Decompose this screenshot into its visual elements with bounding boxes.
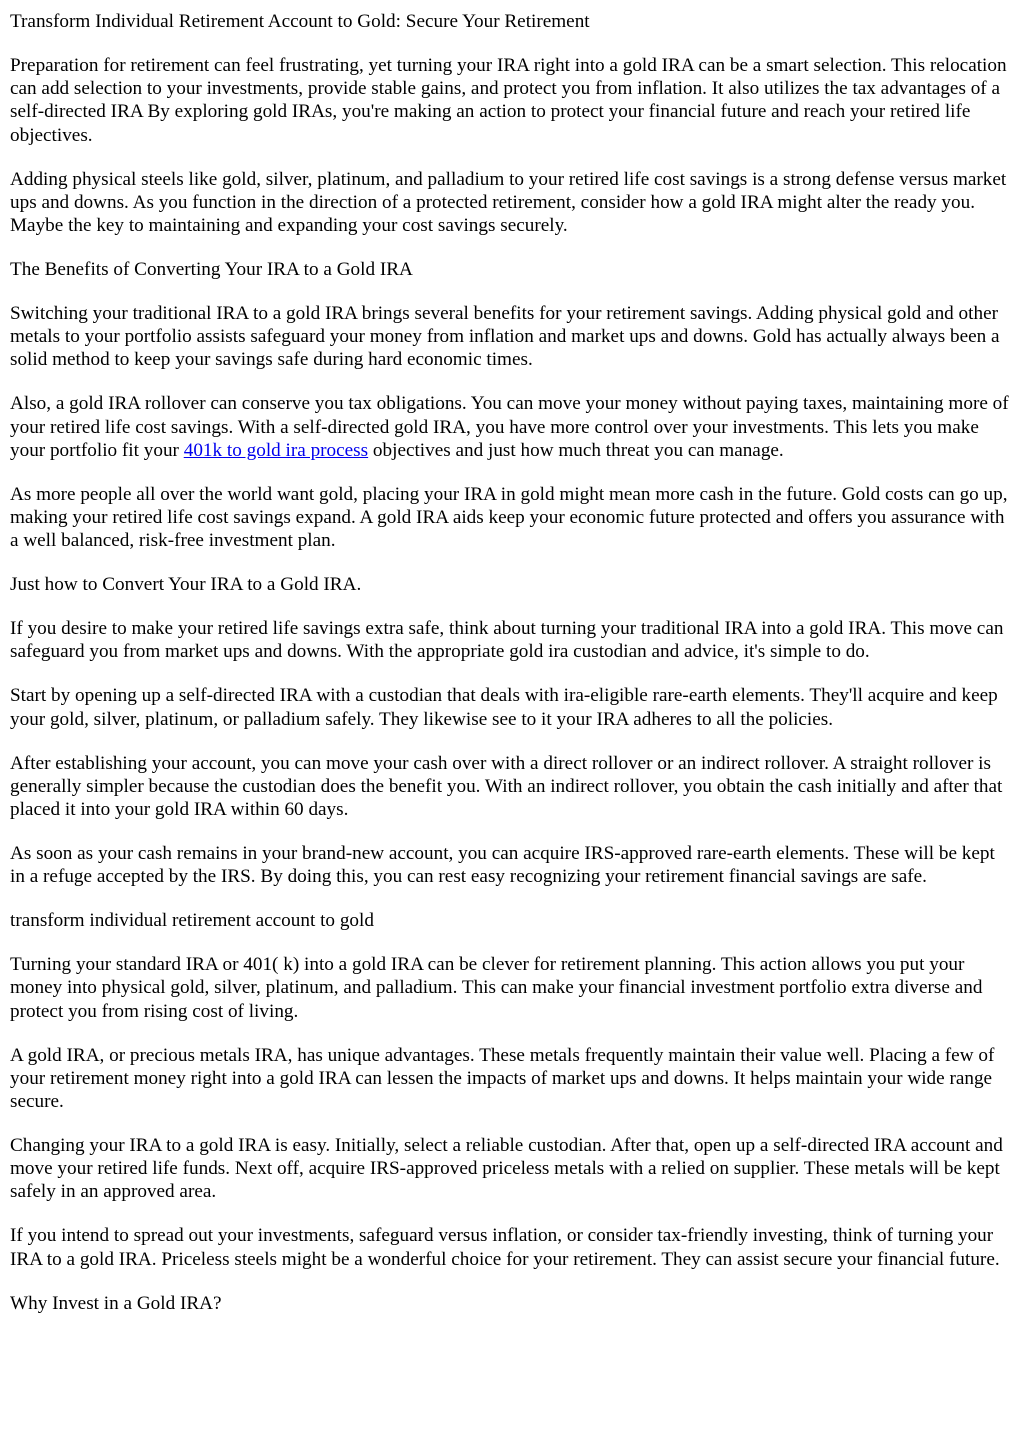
section-heading-why-invest: Why Invest in a Gold IRA? (10, 1292, 222, 1314)
benefits-paragraph-2-text-after: objectives and just how much threat you can manage. (368, 439, 784, 461)
401k-to-gold-ira-process-link[interactable]: 401k to gold ira process (183, 439, 369, 461)
transform-paragraph-1: Turning your standard IRA or 401( k) into a gold IRA can be clever for retirement planning. This action allows you put your money into physical gold, silver, platinum, and palladium. This can make your financial investment portfolio extra diverse and protect you from rising cost of living. (10, 954, 983, 1022)
benefits-paragraph-1: Switching your traditional IRA to a gold IRA brings several benefits for your retirement savings. Adding physical gold and other metals to your portfolio assists safeguard your money from inflation and market ups and downs. Gold has actually always been a solid method to keep your savings safe during hard economic times. (10, 303, 1000, 371)
section-heading-how-to-convert: Just how to Convert Your IRA to a Gold IRA. (10, 574, 362, 596)
convert-paragraph-4: As soon as your cash remains in your brand-new account, you can acquire IRS-approved rare-earth elements. These will be kept in a refuge accepted by the IRS. By doing this, you can rest easy recognizing your retirement financial savings are safe. (10, 843, 995, 888)
convert-paragraph-3: After establishing your account, you can move your cash over with a direct rollover or an indirect rollover. A straight rollover is generally simpler because the custodian does the benefit you. With an indirect rollover, you obtain the cash initially and after that placed it into your gold IRA within 60 days. (10, 752, 1003, 821)
intro-paragraph-2: Adding physical steels like gold, silver, platinum, and palladium to your retired life cost savings is a strong defense versus market ups and downs. As you function in the direction of a protected retirement, consider how a gold IRA might alter the ready you. Maybe the key to maintaining and expanding your cost savings securely. (10, 168, 1007, 237)
benefits-paragraph-2-text-before: Also, a gold IRA rollover can conserve you tax obligations. You can move your money without paying taxes, maintaining more of your retired life cost savings. With a self-directed gold IRA, you have more control over your investments. This lets you make your portfolio fit your (10, 393, 1009, 461)
page-title: Transform Individual Retirement Account to Gold: Secure Your Retirement (10, 11, 590, 32)
transform-paragraph-3: Changing your IRA to a gold IRA is easy. Initially, select a reliable custodian. After that, open up a self-directed IRA account and move your retired life funds. Next off, acquire IRS-approved priceless metals with a relied on supplier. These metals will be kept safely in an approved area. (10, 1135, 1003, 1203)
intro-paragraph-1: Preparation for retirement can feel frustrating, yet turning your IRA right into a gold IRA can be a smart selection. This relocation can add selection to your investments, provide stable gains, and protect you from inflation. It also utilizes the tax advantages of a self-directed IRA By exploring gold IRAs, you're making an action to protect your financial future and reach your retired life objectives. (10, 55, 1007, 146)
transform-paragraph-4: If you intend to spread out your investments, safeguard versus inflation, or consider tax-friendly investing, think of turning your IRA to a gold IRA. Priceless steels might be a wonderful choice for your retirement. They can assist secure your financial future. (10, 1225, 1000, 1270)
benefits-paragraph-2 (10, 392, 1014, 462)
benefits-paragraph-3: As more people all over the world want gold, placing your IRA in gold might mean more cash in the future. Gold costs can go up, making your retired life cost savings expand. A gold IRA aids keep your economic future protected and offers you assurance with a well balanced, risk-free investment plan. (10, 483, 1008, 552)
section-heading-transform: transform individual retirement account to gold (10, 910, 374, 932)
transform-paragraph-2: A gold IRA, or precious metals IRA, has unique advantages. These metals frequently maintain their value well. Placing a few of your retirement money right into a gold IRA can lessen the impacts of market ups and downs. It helps maintain your wide range secure. (10, 1044, 995, 1113)
section-heading-benefits: The Benefits of Converting Your IRA to a Gold IRA (10, 259, 413, 281)
convert-paragraph-2: Start by opening up a self-directed IRA with a custodian that deals with ira-eligible rare-earth elements. They'll acquire and keep your gold, silver, platinum, or palladium safely. They likewise see to it your IRA adheres to all the policies. (10, 685, 998, 730)
convert-paragraph-1: If you desire to make your retired life savings extra safe, think about turning your traditional IRA into a gold IRA. This move can safeguard you from market ups and downs. With the appropriate gold ira custodian and advice, it's simple to do. (10, 618, 1004, 663)
